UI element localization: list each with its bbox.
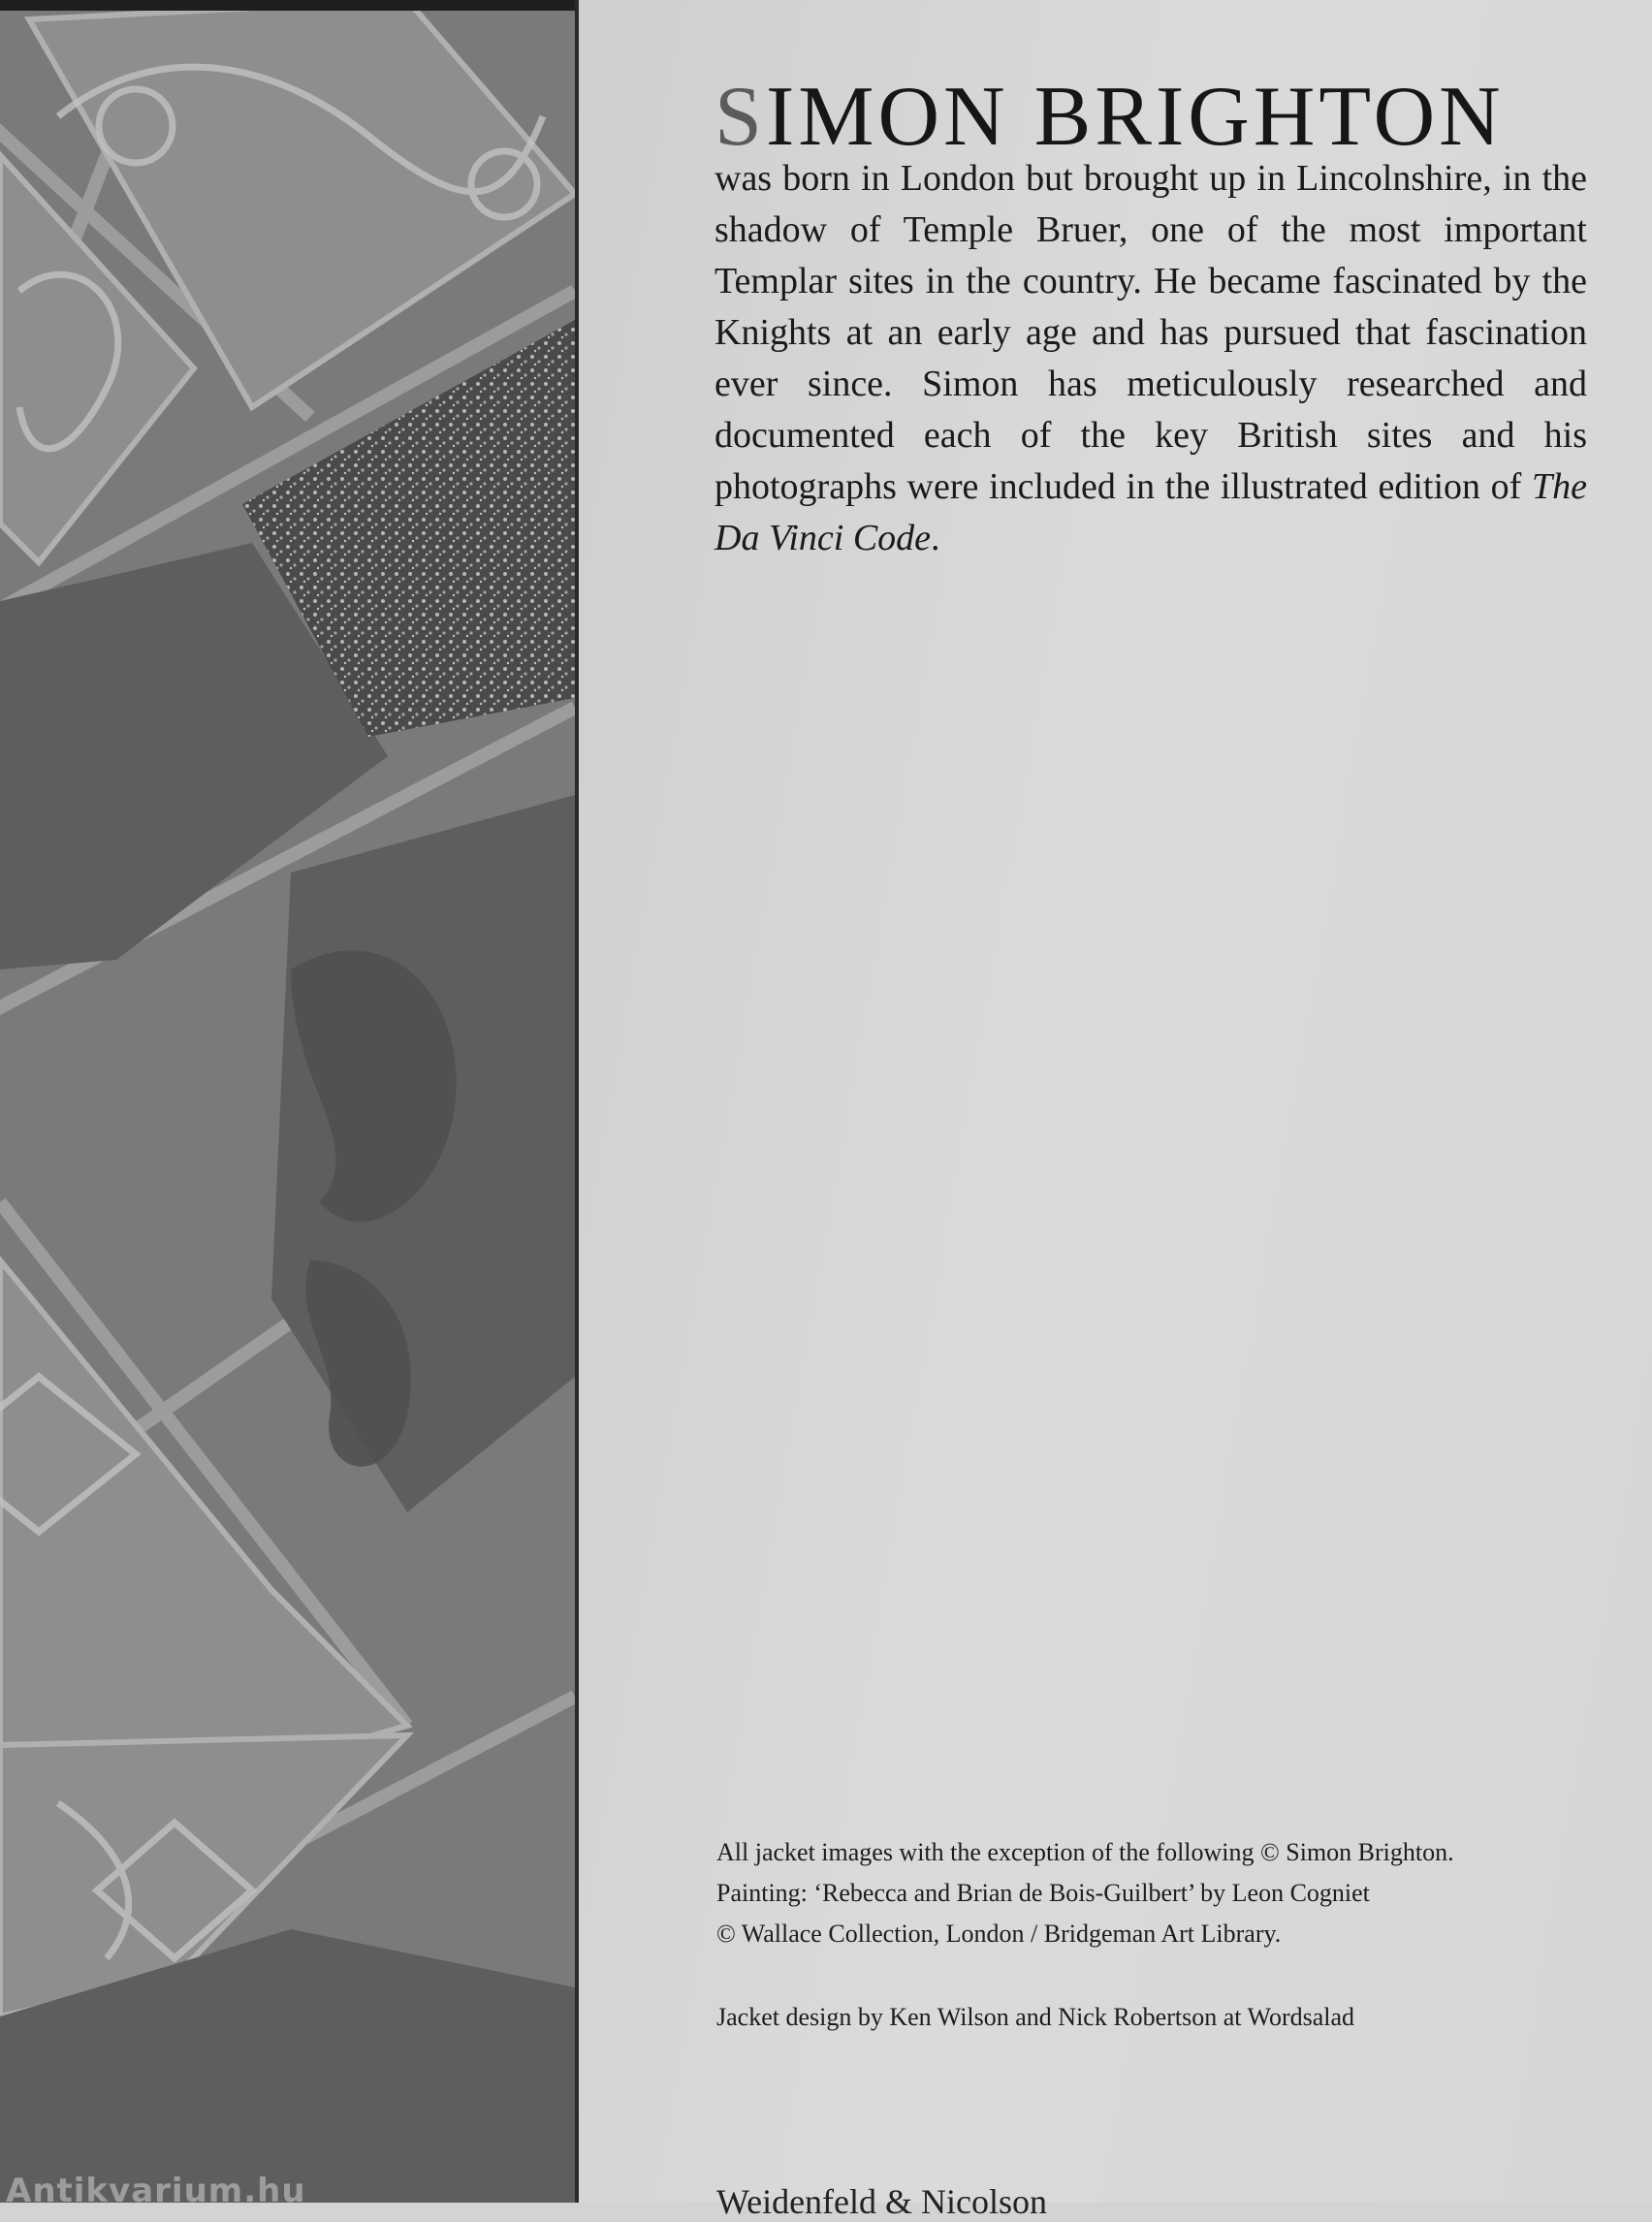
photo-top-edge — [0, 0, 575, 11]
credit-line-2: Painting: ‘Rebecca and Brian de Bois-Guilbert’ by Leon Cogniet — [716, 1879, 1370, 1907]
author-name — [715, 68, 1587, 166]
image-credits — [716, 1832, 1618, 2038]
bio-book-title: The Da Vinci Code — [715, 466, 1587, 558]
jacket-flap-page — [579, 0, 1652, 2221]
credit-line-1: All jacket images with the exception of the following © Simon Brighton. — [716, 1838, 1454, 1866]
jacket-design-credit: Jacket design by Ken Wilson and Nick Robertson at Wordsalad — [716, 2003, 1355, 2031]
author-name-rest: IMON BRIGHTON — [765, 70, 1505, 164]
bio-text-end: . — [931, 518, 940, 558]
credit-line-3: © Wallace Collection, London / Bridgeman Art Library. — [716, 1920, 1282, 1948]
author-name-initial: S — [715, 70, 766, 164]
floor-tiles-photo — [0, 0, 575, 2203]
publisher-name: Weidenfeld & Nicolson — [716, 2182, 1048, 2221]
watermark: Antikvarium.hu — [6, 2172, 306, 2203]
bio-text: was born in London but brought up in Lincolnshire, in the shadow of Temple Bruer, one of the most important Templar sites in the country. He became fascinated by the Knights at an early age and has pursued that fascination ever since. Simon has meticulously researched and documented each of the key British sites and his photographs were included in the illustrated edition of — [715, 158, 1587, 507]
floor-tiles-illustration — [0, 0, 575, 2203]
author-bio — [715, 153, 1587, 564]
